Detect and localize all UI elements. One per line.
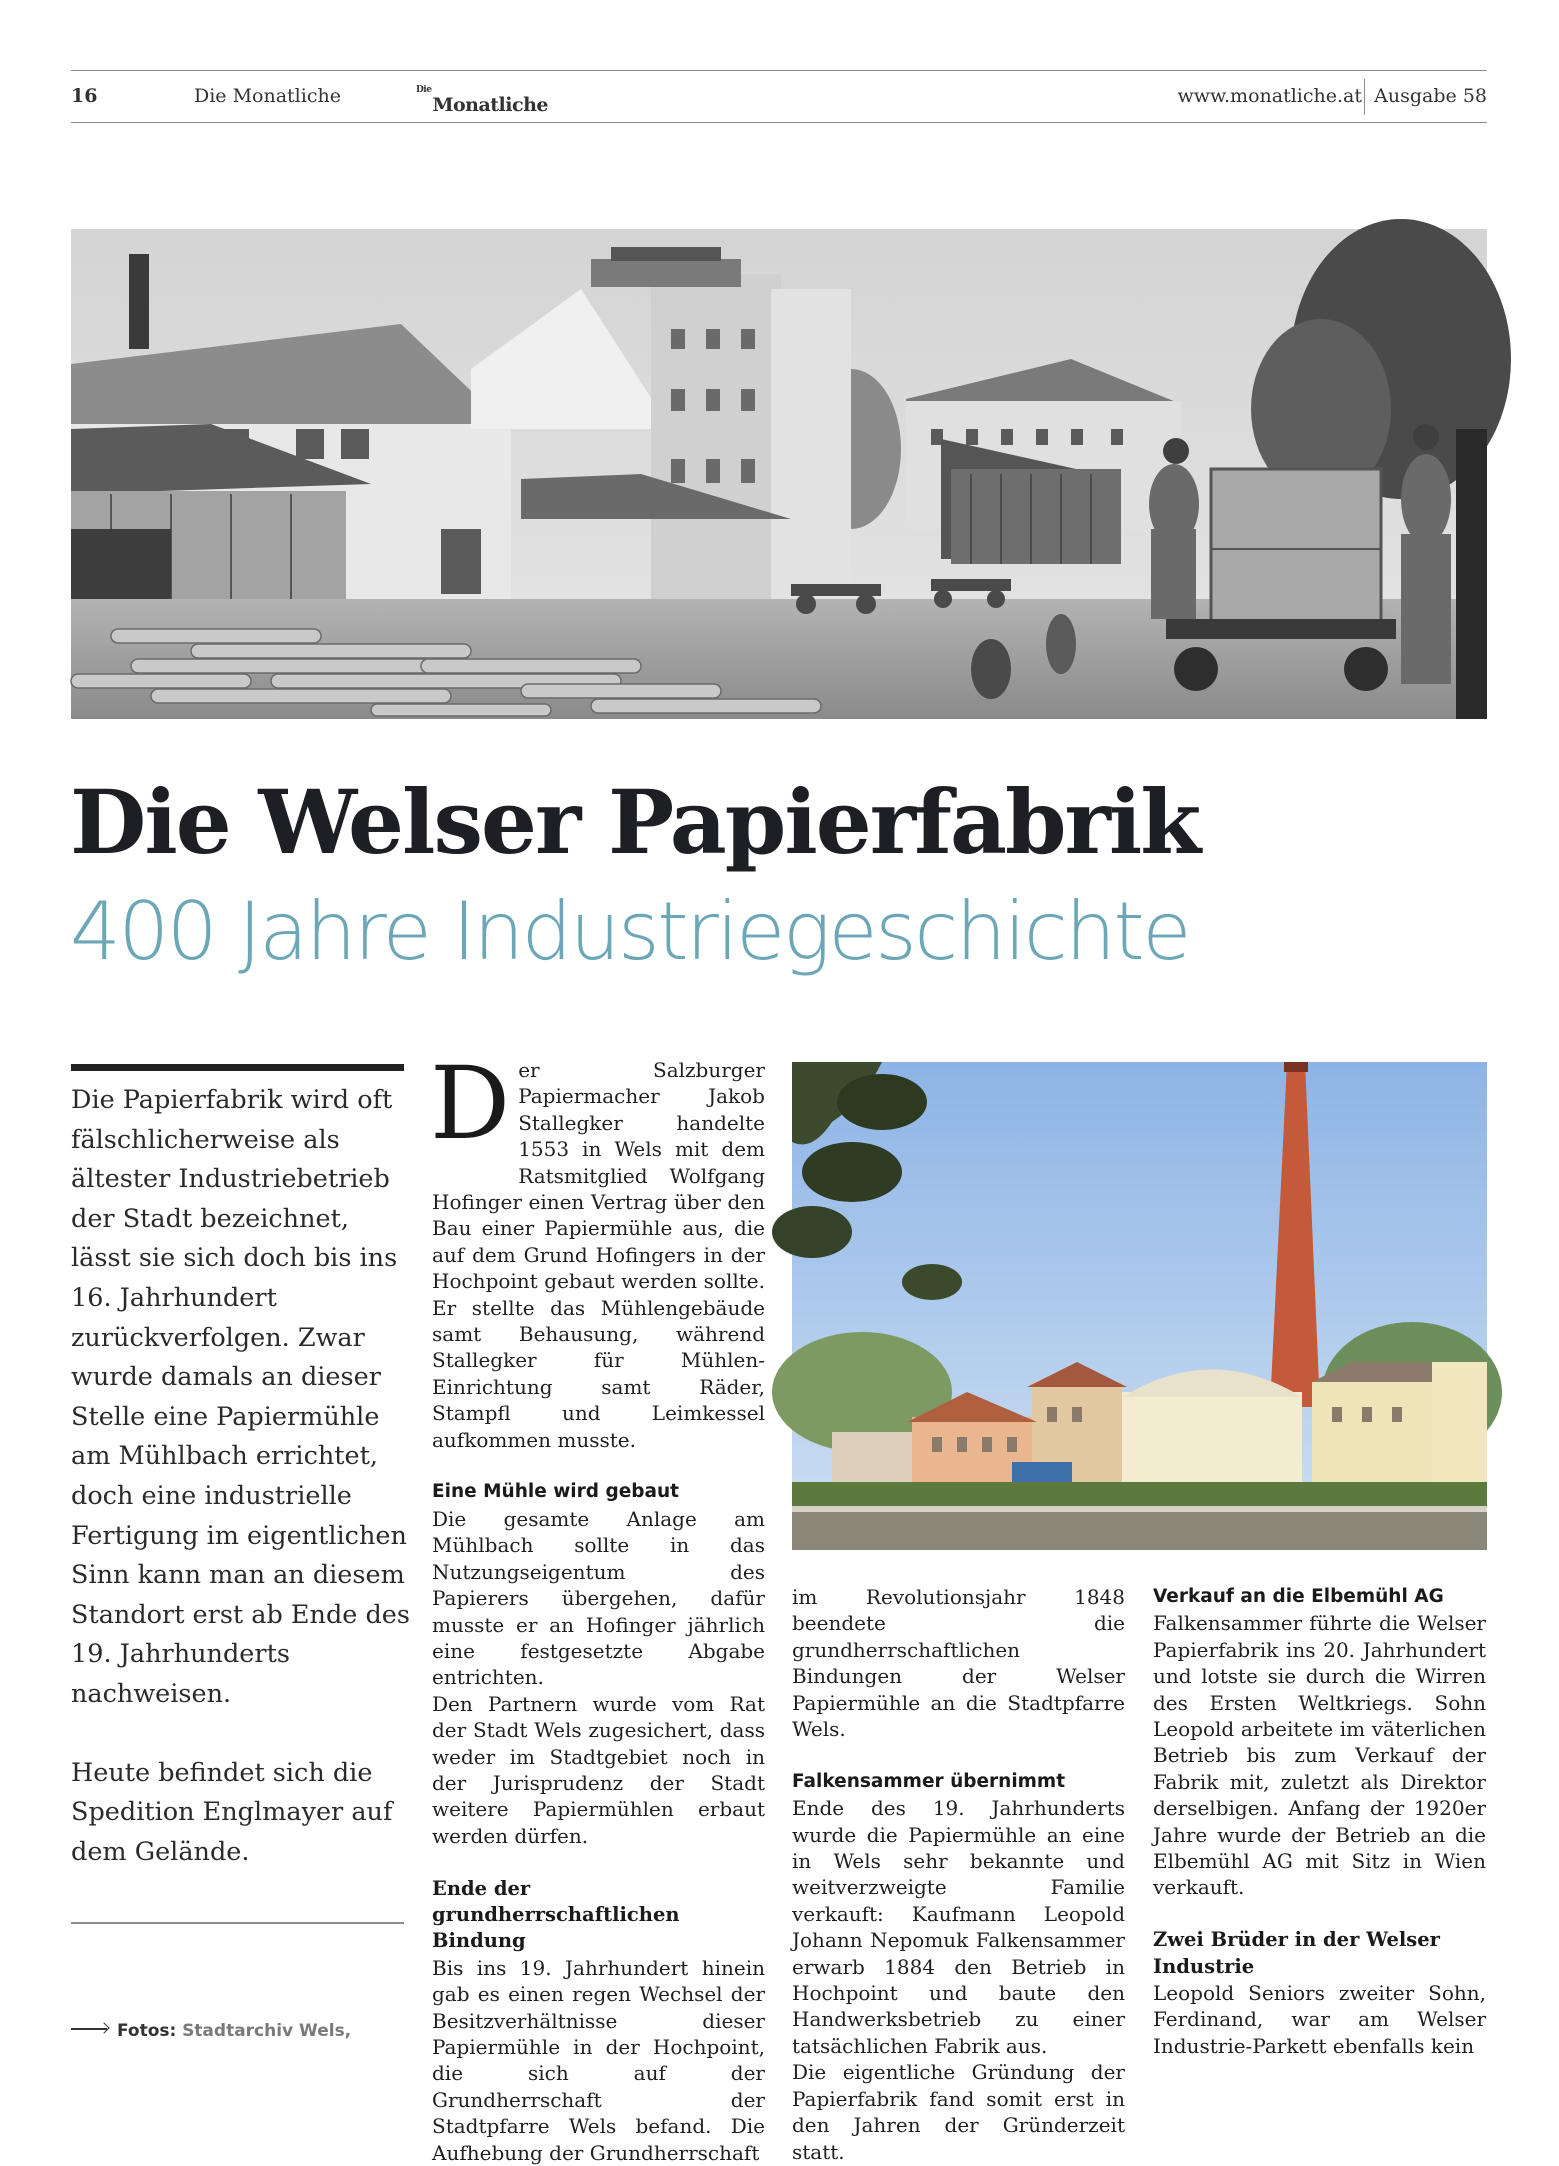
drop-cap: D	[430, 1045, 511, 1162]
intro-bottom-rule	[71, 1922, 404, 1924]
factory-chimney-photo-icon	[792, 1062, 1487, 1550]
logo-name: Monatliche	[432, 94, 548, 116]
paragraph-3: Den Partnern wurde vom Rat der Stadt Wels zugesichert, dass weder im Stadtgebiet noch in der Jurisprudenz der Stadt weitere Papiermühlen erbaut werden dürfen.	[432, 1691, 765, 1848]
intro-top-rule	[71, 1064, 404, 1071]
intro-paragraph-2: Heute befindet sich die Spedition Englmayer auf dem Gelände.	[71, 1757, 393, 1867]
page-header	[71, 70, 1487, 123]
article-column-2	[792, 1584, 1125, 2165]
credit-source: Stadtarchiv Wels,	[182, 2021, 352, 2041]
paragraph-2: Die gesamte Anlage am Mühlbach sollte in das Nutzungseigentum des Papierers übergehen, dafür musste er an Hofinger jährlich eine festgesetzte Abgabe entrichten.	[432, 1506, 765, 1690]
paragraph-4: Bis ins 19. Jahrhundert hinein gab es einen regen Wechsel der Besitzverhältnisse dieser Papiermühle in der Hochpoint, die sich auf der Grundherrschaft der Stadtpfarre Wels befand. Die Aufhebung der Grundherrschaft	[432, 1955, 765, 2165]
magazine-logo[interactable]	[416, 80, 548, 116]
paragraph-8: Falkensammer führte die Welser Papierfabrik ins 20. Jahrhundert und lotste sie durch die Wirren des Ersten Weltkriegs. Sohn Leopold arbeitete im väterlichen Betrieb bis zum Verkauf der Fabrik mit, zuletzt als Direktor derselbigen. Anfang der 1920er Jahre wurde der Betrieb an die Elbemühl AG mit Sitz in Wien verkauft.	[1153, 1611, 1486, 1900]
arrow-right-icon	[71, 2028, 107, 2030]
article-title: Die Welser Papierfabrik	[70, 770, 1200, 874]
article-column-3	[1153, 1584, 1486, 2059]
article-column-1	[430, 1045, 765, 2166]
subheading-1: Eine Mühle wird gebaut	[432, 1481, 679, 1503]
intro-paragraph-1: Die Papierfabrik wird oft fälschlicherweise als ältester Industriebetrieb der Stadt bezeichnet, lässt sie sich doch bis ins 16. Jahrhundert zurückverfolgen. Zwar wurde damals an dieser Stelle eine Papiermühle am Mühlbach errichtet, doch eine industrielle Fertigung im eigentlichen Sinn kann man an diesem Standort erst ab Ende des 19. Jahrhunderts nachweisen.	[71, 1085, 410, 1709]
factory-photo	[792, 1062, 1487, 1550]
magazine-name: Die Monatliche	[194, 85, 341, 107]
subheading-4: Verkauf an die Elbemühl AG	[1153, 1586, 1444, 1607]
issue-number: Ausgabe 58	[1374, 85, 1487, 107]
article-subtitle: 400 Jahre Industriegeschichte	[70, 885, 1189, 978]
credit-label: Fotos:	[117, 2021, 177, 2041]
subheading-5: Zwei Brüder in der Welser Industrie	[1153, 1928, 1440, 1978]
paragraph-7: Die eigentliche Gründung der Papierfabrik fand somit erst in den Jahren der Gründerzeit statt.	[792, 2060, 1125, 2164]
paragraph-9: Leopold Seniors zweiter Sohn, Ferdinand, war am Welser Industrie-Parkett ebenfalls kein	[1153, 1981, 1486, 2058]
hero-photo	[71, 229, 1487, 719]
subheading-2: Ende der grundherrschaftlichen Bindung	[432, 1876, 680, 1953]
photo-credit	[71, 2020, 351, 2041]
page-number: 16	[71, 85, 98, 107]
website-link[interactable]: www.monatliche.at	[1177, 85, 1362, 107]
paragraph-1: er Salzburger Papiermacher Jakob Stallegker handelte 1553 in Wels mit dem Ratsmitglied Wolfgang Hofinger einen Vertrag über den Bau einer Papiermühle aus, die auf dem Grund Hofingers in der Hochpoint gebaut werden sollte. Er stellte das Mühlengebäude samt Behausung, während Stallegker für Mühlen-Einrichtung samt Räder, Stampfl und Leimkessel aufkommen musste.	[432, 1058, 765, 1452]
intro-text	[71, 1081, 411, 1872]
subheading-3: Falkensammer übernimmt	[792, 1770, 1066, 1792]
logo-prefix: Die	[416, 85, 432, 95]
paragraph-5: im Revolutionsjahr 1848 beendete die grundherrschaftlichen Bindungen der Welser Papiermühle an die Stadtpfarre Wels.	[792, 1585, 1125, 1742]
paragraph-6: Ende des 19. Jahrhunderts wurde die Papiermühle an eine in Wels sehr bekannte und weitverzweigte Familie verkauft: Kaufmann Leopold Johann Nepomuk Falkensammer erwarb 1884 den Betrieb in Hochpoint und baute den Handwerksbetrieb zu einer tatsächlichen Fabrik aus.	[792, 1796, 1125, 2058]
historic-factory-photo-icon	[71, 229, 1487, 719]
header-separator	[1364, 79, 1365, 115]
